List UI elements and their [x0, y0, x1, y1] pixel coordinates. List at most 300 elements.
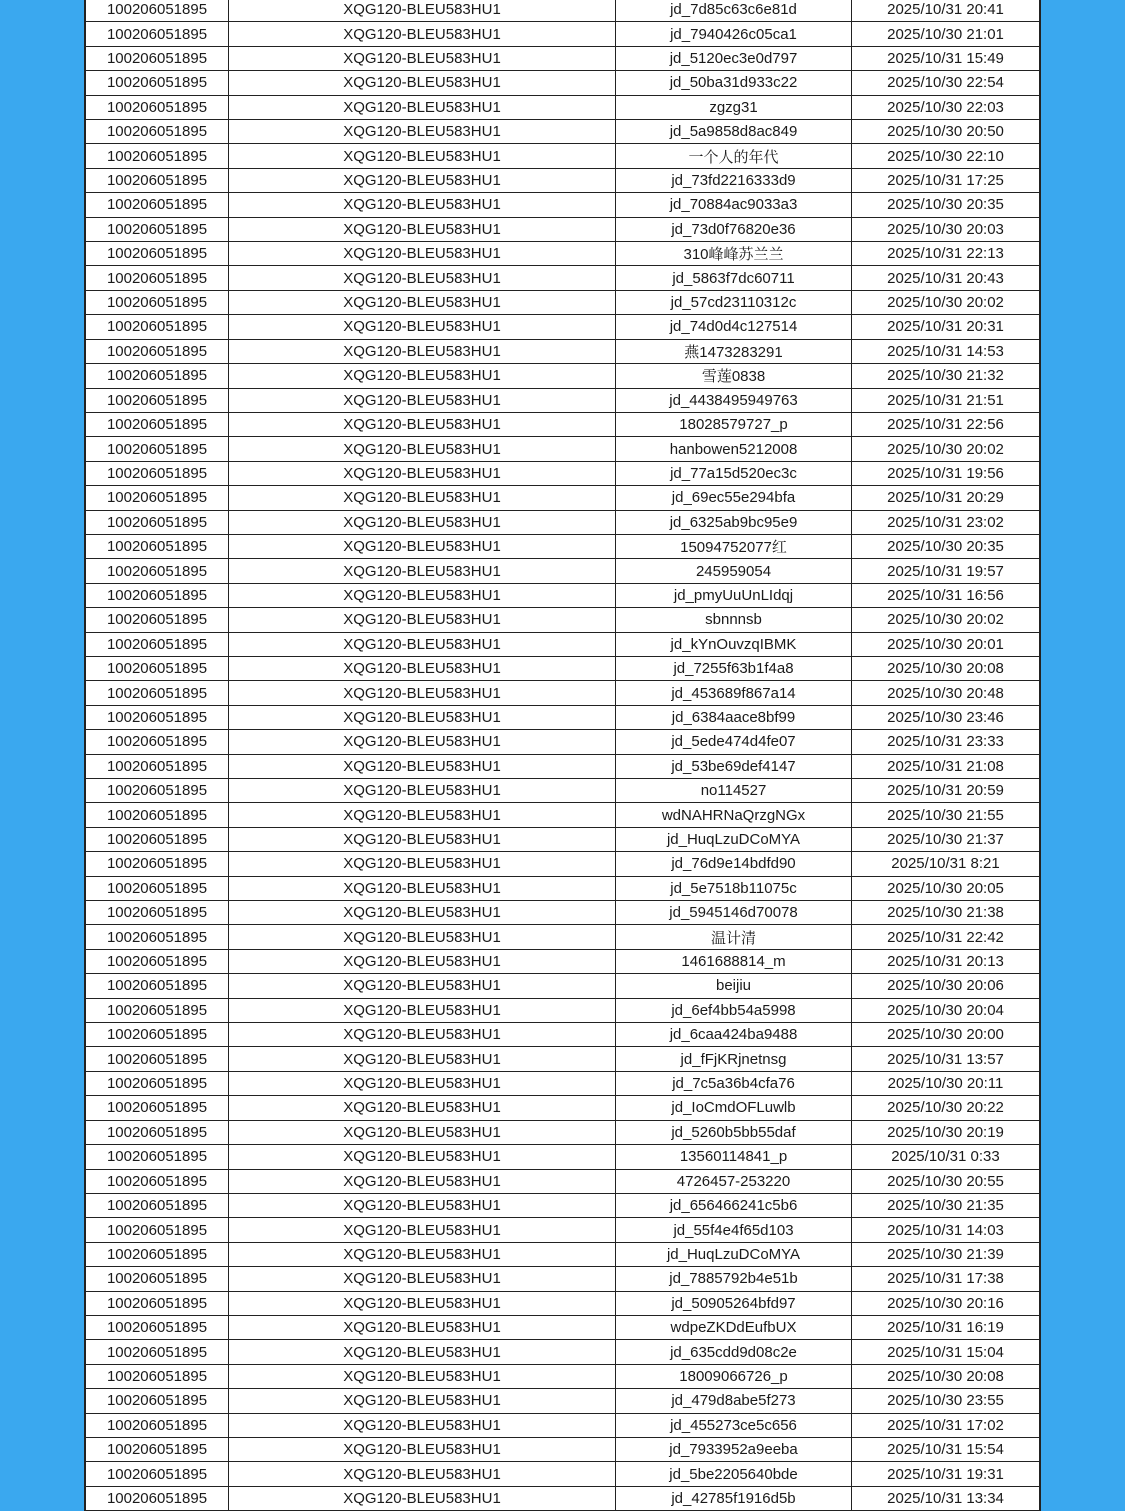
time-cell[interactable]: 2025/10/30 20:16	[887, 1294, 1004, 1312]
user-cell[interactable]: jd_635cdd9d08c2e	[616, 1340, 852, 1363]
time-cell[interactable]: 2025/10/31 16:19	[887, 1319, 1004, 1337]
table-row	[86, 803, 1039, 827]
time-cell[interactable]: 2025/10/30 20:35	[887, 196, 1004, 214]
item-id-cell[interactable]: 100206051895	[86, 364, 229, 387]
item-id-cell[interactable]: 100206051895	[86, 1023, 229, 1046]
time-cell[interactable]: 2025/10/31 20:43	[887, 269, 1004, 287]
model-cell[interactable]: XQG120-BLEU583HU1	[229, 144, 616, 167]
item-id-cell[interactable]: 100206051895	[86, 96, 229, 119]
model-cell[interactable]: XQG120-BLEU583HU1	[229, 71, 616, 94]
item-id-cell[interactable]: 100206051895	[86, 1194, 229, 1217]
user-cell[interactable]: 18009066726_p	[616, 1365, 852, 1388]
table-row	[86, 681, 1039, 705]
item-id-cell[interactable]: 100206051895	[86, 120, 229, 143]
model-cell[interactable]: XQG120-BLEU583HU1	[229, 47, 616, 70]
time-cell[interactable]: 2025/10/31 15:54	[887, 1441, 1004, 1459]
model-cell[interactable]: XQG120-BLEU583HU1	[229, 1121, 616, 1144]
time-cell[interactable]: 2025/10/31 19:31	[887, 1465, 1004, 1483]
item-id-cell[interactable]: 100206051895	[86, 925, 229, 948]
user-cell[interactable]: jd_5260b5bb55daf	[616, 1121, 852, 1144]
user-cell[interactable]: jd_77a15d520ec3c	[616, 462, 852, 485]
time-cell[interactable]: 2025/10/31 14:53	[887, 342, 1004, 360]
model-cell[interactable]: XQG120-BLEU583HU1	[229, 1194, 616, 1217]
table-row	[86, 193, 1039, 217]
time-cell[interactable]: 2025/10/31 17:38	[887, 1270, 1004, 1288]
model-cell[interactable]: XQG120-BLEU583HU1	[229, 511, 616, 534]
table-row	[86, 584, 1039, 608]
model-cell[interactable]: XQG120-BLEU583HU1	[229, 608, 616, 631]
user-cell[interactable]: jd_7d85c63c6e81d	[616, 0, 852, 21]
time-cell[interactable]: 2025/10/31 22:42	[887, 928, 1004, 946]
item-id-cell[interactable]: 100206051895	[86, 755, 229, 778]
item-id-cell[interactable]: 100206051895	[86, 803, 229, 826]
table-row	[86, 1218, 1039, 1242]
time-cell[interactable]: 2025/10/31 22:56	[887, 416, 1004, 434]
model-cell[interactable]: XQG120-BLEU583HU1	[229, 877, 616, 900]
item-id-cell[interactable]: 100206051895	[86, 291, 229, 314]
item-id-cell[interactable]: 100206051895	[86, 1145, 229, 1168]
table-row	[86, 340, 1039, 364]
table-row	[86, 901, 1039, 925]
user-cell[interactable]: jd_70884ac9033a3	[616, 193, 852, 216]
item-id-cell[interactable]: 100206051895	[86, 1292, 229, 1315]
model-cell[interactable]: XQG120-BLEU583HU1	[229, 1438, 616, 1461]
model-cell[interactable]: XQG120-BLEU583HU1	[229, 1462, 616, 1485]
time-cell[interactable]: 2025/10/30 21:39	[887, 1245, 1004, 1263]
model-cell[interactable]: XQG120-BLEU583HU1	[229, 755, 616, 778]
model-cell[interactable]: XQG120-BLEU583HU1	[229, 1047, 616, 1070]
user-cell[interactable]: 245959054	[616, 559, 852, 582]
model-cell[interactable]: XQG120-BLEU583HU1	[229, 266, 616, 289]
item-id-cell[interactable]: 100206051895	[86, 169, 229, 192]
table-row	[86, 437, 1039, 461]
item-id-cell[interactable]: 100206051895	[86, 1267, 229, 1290]
time-cell[interactable]: 2025/10/30 20:19	[887, 1123, 1004, 1141]
model-cell[interactable]: XQG120-BLEU583HU1	[229, 1096, 616, 1119]
table-row	[86, 1316, 1039, 1340]
user-cell[interactable]: 310峰峰苏兰兰	[616, 242, 852, 265]
time-cell[interactable]: 2025/10/30 20:02	[887, 611, 1004, 629]
time-cell[interactable]: 2025/10/30 20:22	[887, 1099, 1004, 1117]
model-cell[interactable]: XQG120-BLEU583HU1	[229, 22, 616, 45]
time-cell[interactable]: 2025/10/31 14:03	[887, 1221, 1004, 1239]
table-row	[86, 1096, 1039, 1120]
time-cell[interactable]: 2025/10/30 21:55	[887, 806, 1004, 824]
time-cell[interactable]: 2025/10/31 23:02	[887, 513, 1004, 531]
table-row	[86, 706, 1039, 730]
time-cell[interactable]: 2025/10/31 13:34	[887, 1489, 1004, 1507]
table-row	[86, 71, 1039, 95]
item-id-cell[interactable]: 100206051895	[86, 1096, 229, 1119]
user-cell[interactable]: jd_5e7518b11075c	[616, 877, 852, 900]
table-row	[86, 974, 1039, 998]
time-cell[interactable]: 2025/10/30 20:03	[887, 220, 1004, 238]
model-cell[interactable]: XQG120-BLEU583HU1	[229, 96, 616, 119]
table-row	[86, 828, 1039, 852]
model-cell[interactable]: XQG120-BLEU583HU1	[229, 925, 616, 948]
user-cell[interactable]: jd_pmyUuUnLIdqj	[616, 584, 852, 607]
time-cell[interactable]: 2025/10/30 20:35	[887, 538, 1004, 556]
item-id-cell[interactable]: 100206051895	[86, 413, 229, 436]
user-cell[interactable]: jd_5ede474d4fe07	[616, 730, 852, 753]
item-id-cell[interactable]: 100206051895	[86, 1365, 229, 1388]
user-cell[interactable]: jd_50ba31d933c22	[616, 71, 852, 94]
time-cell[interactable]: 2025/10/31 17:25	[887, 172, 1004, 190]
time-cell[interactable]: 2025/10/31 20:41	[887, 1, 1004, 19]
model-cell[interactable]: XQG120-BLEU583HU1	[229, 1023, 616, 1046]
table-row	[86, 1170, 1039, 1194]
item-id-cell[interactable]: 100206051895	[86, 1170, 229, 1193]
time-cell[interactable]: 2025/10/30 23:46	[887, 708, 1004, 726]
user-cell[interactable]: jd_kYnOuvzqIBMK	[616, 633, 852, 656]
item-id-cell[interactable]: 100206051895	[86, 1389, 229, 1412]
model-cell[interactable]: XQG120-BLEU583HU1	[229, 242, 616, 265]
user-cell[interactable]: jd_455273ce5c656	[616, 1414, 852, 1437]
item-id-cell[interactable]: 100206051895	[86, 877, 229, 900]
table-row	[86, 144, 1039, 168]
time-cell[interactable]: 2025/10/30 22:03	[887, 98, 1004, 116]
table-row	[86, 1121, 1039, 1145]
user-cell[interactable]: jd_74d0d4c127514	[616, 315, 852, 338]
user-cell[interactable]: jd_6325ab9bc95e9	[616, 511, 852, 534]
time-cell[interactable]: 2025/10/31 20:59	[887, 782, 1004, 800]
model-cell[interactable]: XQG120-BLEU583HU1	[229, 291, 616, 314]
time-cell[interactable]: 2025/10/30 20:08	[887, 1367, 1004, 1385]
model-cell[interactable]: XQG120-BLEU583HU1	[229, 1170, 616, 1193]
time-cell[interactable]: 2025/10/31 19:57	[887, 562, 1004, 580]
item-id-cell[interactable]: 100206051895	[86, 633, 229, 656]
time-cell[interactable]: 2025/10/30 22:10	[887, 147, 1004, 165]
table-row	[86, 462, 1039, 486]
item-id-cell[interactable]: 100206051895	[86, 22, 229, 45]
user-cell[interactable]: 15094752077红	[616, 535, 852, 558]
table-row	[86, 779, 1039, 803]
model-cell[interactable]: XQG120-BLEU583HU1	[229, 706, 616, 729]
user-cell[interactable]: jd_57cd23110312c	[616, 291, 852, 314]
model-cell[interactable]: XQG120-BLEU583HU1	[229, 901, 616, 924]
item-id-cell[interactable]: 100206051895	[86, 511, 229, 534]
model-cell[interactable]: XQG120-BLEU583HU1	[229, 1389, 616, 1412]
table-row	[86, 266, 1039, 290]
time-cell[interactable]: 2025/10/31 16:56	[887, 586, 1004, 604]
model-cell[interactable]: XQG120-BLEU583HU1	[229, 364, 616, 387]
model-cell[interactable]: XQG120-BLEU583HU1	[229, 657, 616, 680]
user-cell[interactable]: jd_HuqLzuDCoMYA	[616, 828, 852, 851]
item-id-cell[interactable]: 100206051895	[86, 657, 229, 680]
user-cell[interactable]: jd_50905264bfd97	[616, 1292, 852, 1315]
user-cell[interactable]: zgzg31	[616, 96, 852, 119]
time-cell[interactable]: 2025/10/30 20:08	[887, 660, 1004, 678]
user-cell[interactable]: jd_73fd2216333d9	[616, 169, 852, 192]
time-cell[interactable]: 2025/10/31 15:04	[887, 1343, 1004, 1361]
table-row	[86, 657, 1039, 681]
model-cell[interactable]: XQG120-BLEU583HU1	[229, 779, 616, 802]
time-cell[interactable]: 2025/10/30 20:01	[887, 635, 1004, 653]
table-row	[86, 925, 1039, 949]
item-id-cell[interactable]: 100206051895	[86, 1487, 229, 1510]
table-row	[86, 1072, 1039, 1096]
item-id-cell[interactable]: 100206051895	[86, 340, 229, 363]
item-id-cell[interactable]: 100206051895	[86, 1438, 229, 1461]
table-row	[86, 633, 1039, 657]
time-cell[interactable]: 2025/10/31 20:13	[887, 953, 1004, 971]
model-cell[interactable]: XQG120-BLEU583HU1	[229, 340, 616, 363]
user-cell[interactable]: jd_53be69def4147	[616, 755, 852, 778]
user-cell[interactable]: 一个人的年代	[616, 144, 852, 167]
time-cell[interactable]: 2025/10/30 20:05	[887, 879, 1004, 897]
model-cell[interactable]: XQG120-BLEU583HU1	[229, 1414, 616, 1437]
table-row	[86, 950, 1039, 974]
model-cell[interactable]: XQG120-BLEU583HU1	[229, 1365, 616, 1388]
item-id-cell[interactable]: 100206051895	[86, 1218, 229, 1241]
time-cell[interactable]: 2025/10/30 20:06	[887, 977, 1004, 995]
time-cell[interactable]: 2025/10/31 15:49	[887, 50, 1004, 68]
time-cell[interactable]: 2025/10/30 20:02	[887, 440, 1004, 458]
item-id-cell[interactable]: 100206051895	[86, 535, 229, 558]
item-id-cell[interactable]: 100206051895	[86, 486, 229, 509]
user-cell[interactable]: jd_76d9e14bdfd90	[616, 852, 852, 875]
user-cell[interactable]: jd_42785f1916d5b	[616, 1487, 852, 1510]
table-row	[86, 511, 1039, 535]
user-cell[interactable]: jd_55f4e4f65d103	[616, 1218, 852, 1241]
table-row	[86, 291, 1039, 315]
table-row	[86, 999, 1039, 1023]
user-cell[interactable]: jd_453689f867a14	[616, 681, 852, 704]
table-row	[86, 486, 1039, 510]
spreadsheet-table	[84, 0, 1041, 1511]
item-id-cell[interactable]: 100206051895	[86, 779, 229, 802]
user-cell[interactable]: jd_6384aace8bf99	[616, 706, 852, 729]
model-cell[interactable]: XQG120-BLEU583HU1	[229, 535, 616, 558]
user-cell[interactable]: jd_5a9858d8ac849	[616, 120, 852, 143]
table-row	[86, 47, 1039, 71]
item-id-cell[interactable]: 100206051895	[86, 71, 229, 94]
table-row	[86, 1243, 1039, 1267]
time-cell[interactable]: 2025/10/31 19:56	[887, 464, 1004, 482]
item-id-cell[interactable]: 100206051895	[86, 559, 229, 582]
table-row	[86, 1340, 1039, 1364]
time-cell[interactable]: 2025/10/31 8:21	[891, 855, 1000, 873]
user-cell[interactable]: jd_69ec55e294bfa	[616, 486, 852, 509]
time-cell[interactable]: 2025/10/30 20:04	[887, 1001, 1004, 1019]
item-id-cell[interactable]: 100206051895	[86, 1316, 229, 1339]
model-cell[interactable]: XQG120-BLEU583HU1	[229, 462, 616, 485]
item-id-cell[interactable]: 100206051895	[86, 0, 229, 21]
time-cell[interactable]: 2025/10/30 23:55	[887, 1392, 1004, 1410]
model-cell[interactable]: XQG120-BLEU583HU1	[229, 437, 616, 460]
model-cell[interactable]: XQG120-BLEU583HU1	[229, 413, 616, 436]
model-cell[interactable]: XQG120-BLEU583HU1	[229, 1340, 616, 1363]
model-cell[interactable]: XQG120-BLEU583HU1	[229, 1243, 616, 1266]
item-id-cell[interactable]: 100206051895	[86, 47, 229, 70]
item-id-cell[interactable]: 100206051895	[86, 1121, 229, 1144]
table-row	[86, 1145, 1039, 1169]
user-cell[interactable]: 温计清	[616, 925, 852, 948]
model-cell[interactable]: XQG120-BLEU583HU1	[229, 193, 616, 216]
user-cell[interactable]: jd_5863f7dc60711	[616, 266, 852, 289]
item-id-cell[interactable]: 100206051895	[86, 730, 229, 753]
user-cell[interactable]: jd_HuqLzuDCoMYA	[616, 1243, 852, 1266]
item-id-cell[interactable]: 100206051895	[86, 608, 229, 631]
model-cell[interactable]: XQG120-BLEU583HU1	[229, 1487, 616, 1510]
time-cell[interactable]: 2025/10/31 13:57	[887, 1050, 1004, 1068]
time-cell[interactable]: 2025/10/30 20:11	[887, 1075, 1004, 1093]
time-cell[interactable]: 2025/10/31 0:33	[891, 1148, 1000, 1166]
item-id-cell[interactable]: 100206051895	[86, 266, 229, 289]
table-row	[86, 315, 1039, 339]
model-cell[interactable]: XQG120-BLEU583HU1	[229, 852, 616, 875]
user-cell[interactable]: jd_7c5a36b4cfa76	[616, 1072, 852, 1095]
item-id-cell[interactable]: 100206051895	[86, 1243, 229, 1266]
time-cell[interactable]: 2025/10/31 23:33	[887, 733, 1004, 751]
table-row	[86, 389, 1039, 413]
user-cell[interactable]: jd_fFjKRjnetnsg	[616, 1047, 852, 1070]
user-cell[interactable]: beijiu	[616, 974, 852, 997]
model-cell[interactable]: XQG120-BLEU583HU1	[229, 1072, 616, 1095]
table-row	[86, 0, 1039, 22]
table-row	[86, 218, 1039, 242]
item-id-cell[interactable]: 100206051895	[86, 681, 229, 704]
time-cell[interactable]: 2025/10/30 20:02	[887, 294, 1004, 312]
time-cell[interactable]: 2025/10/30 21:35	[887, 1197, 1004, 1215]
user-cell[interactable]: jd_5120ec3e0d797	[616, 47, 852, 70]
time-cell[interactable]: 2025/10/30 20:48	[887, 684, 1004, 702]
time-cell[interactable]: 2025/10/30 20:55	[887, 1172, 1004, 1190]
time-cell[interactable]: 2025/10/31 21:51	[887, 391, 1004, 409]
item-id-cell[interactable]: 100206051895	[86, 828, 229, 851]
time-cell[interactable]: 2025/10/31 20:31	[887, 318, 1004, 336]
model-cell[interactable]: XQG120-BLEU583HU1	[229, 974, 616, 997]
model-cell[interactable]: XQG120-BLEU583HU1	[229, 950, 616, 973]
time-cell[interactable]: 2025/10/30 21:32	[887, 367, 1004, 385]
user-cell[interactable]: 雪莲0838	[616, 364, 852, 387]
table-row	[86, 1194, 1039, 1218]
time-cell[interactable]: 2025/10/30 20:50	[887, 123, 1004, 141]
model-cell[interactable]: XQG120-BLEU583HU1	[229, 0, 616, 21]
user-cell[interactable]: jd_7885792b4e51b	[616, 1267, 852, 1290]
model-cell[interactable]: XQG120-BLEU583HU1	[229, 218, 616, 241]
time-cell[interactable]: 2025/10/31 21:08	[887, 757, 1004, 775]
time-cell[interactable]: 2025/10/30 22:54	[887, 74, 1004, 92]
table-row	[86, 535, 1039, 559]
table-row	[86, 120, 1039, 144]
user-cell[interactable]: jd_73d0f76820e36	[616, 218, 852, 241]
item-id-cell[interactable]: 100206051895	[86, 315, 229, 338]
model-cell[interactable]: XQG120-BLEU583HU1	[229, 120, 616, 143]
item-id-cell[interactable]: 100206051895	[86, 584, 229, 607]
model-cell[interactable]: XQG120-BLEU583HU1	[229, 1292, 616, 1315]
user-cell[interactable]: jd_656466241c5b6	[616, 1194, 852, 1217]
user-cell[interactable]: wdpeZKDdEufbUX	[616, 1316, 852, 1339]
user-cell[interactable]: jd_7940426c05ca1	[616, 22, 852, 45]
table-row	[86, 364, 1039, 388]
user-cell[interactable]: jd_6caa424ba9488	[616, 1023, 852, 1046]
table-row	[86, 1365, 1039, 1389]
model-cell[interactable]: XQG120-BLEU583HU1	[229, 803, 616, 826]
model-cell[interactable]: XQG120-BLEU583HU1	[229, 315, 616, 338]
model-cell[interactable]: XQG120-BLEU583HU1	[229, 169, 616, 192]
user-cell[interactable]: 18028579727_p	[616, 413, 852, 436]
item-id-cell[interactable]: 100206051895	[86, 1047, 229, 1070]
item-id-cell[interactable]: 100206051895	[86, 706, 229, 729]
table-row	[86, 1389, 1039, 1413]
table-row	[86, 730, 1039, 754]
time-cell[interactable]: 2025/10/30 21:37	[887, 831, 1004, 849]
table-row	[86, 169, 1039, 193]
user-cell[interactable]: 13560114841_p	[616, 1145, 852, 1168]
table-row	[86, 413, 1039, 437]
model-cell[interactable]: XQG120-BLEU583HU1	[229, 999, 616, 1022]
model-cell[interactable]: XQG120-BLEU583HU1	[229, 1218, 616, 1241]
model-cell[interactable]: XQG120-BLEU583HU1	[229, 828, 616, 851]
item-id-cell[interactable]: 100206051895	[86, 389, 229, 412]
user-cell[interactable]: hanbowen5212008	[616, 437, 852, 460]
item-id-cell[interactable]: 100206051895	[86, 462, 229, 485]
item-id-cell[interactable]: 100206051895	[86, 901, 229, 924]
item-id-cell[interactable]: 100206051895	[86, 1072, 229, 1095]
user-cell[interactable]: jd_5be2205640bde	[616, 1462, 852, 1485]
model-cell[interactable]: XQG120-BLEU583HU1	[229, 1316, 616, 1339]
item-id-cell[interactable]: 100206051895	[86, 218, 229, 241]
user-cell[interactable]: 4726457-253220	[616, 1170, 852, 1193]
model-cell[interactable]: XQG120-BLEU583HU1	[229, 633, 616, 656]
item-id-cell[interactable]: 100206051895	[86, 1414, 229, 1437]
table-row	[86, 1267, 1039, 1291]
item-id-cell[interactable]: 100206051895	[86, 144, 229, 167]
item-id-cell[interactable]: 100206051895	[86, 193, 229, 216]
user-cell[interactable]: jd_7933952a9eeba	[616, 1438, 852, 1461]
table-row	[86, 242, 1039, 266]
user-cell[interactable]: 1461688814_m	[616, 950, 852, 973]
item-id-cell[interactable]: 100206051895	[86, 1462, 229, 1485]
model-cell[interactable]: XQG120-BLEU583HU1	[229, 730, 616, 753]
table-row	[86, 1438, 1039, 1462]
user-cell[interactable]: wdNAHRNaQrzgNGx	[616, 803, 852, 826]
model-cell[interactable]: XQG120-BLEU583HU1	[229, 681, 616, 704]
time-cell[interactable]: 2025/10/31 20:29	[887, 489, 1004, 507]
model-cell[interactable]: XQG120-BLEU583HU1	[229, 1145, 616, 1168]
user-cell[interactable]: 燕1473283291	[616, 340, 852, 363]
item-id-cell[interactable]: 100206051895	[86, 1340, 229, 1363]
item-id-cell[interactable]: 100206051895	[86, 242, 229, 265]
user-cell[interactable]: sbnnnsb	[616, 608, 852, 631]
model-cell[interactable]: XQG120-BLEU583HU1	[229, 486, 616, 509]
model-cell[interactable]: XQG120-BLEU583HU1	[229, 1267, 616, 1290]
table-row	[86, 96, 1039, 120]
time-cell[interactable]: 2025/10/31 17:02	[887, 1416, 1004, 1434]
item-id-cell[interactable]: 100206051895	[86, 852, 229, 875]
model-cell[interactable]: XQG120-BLEU583HU1	[229, 559, 616, 582]
item-id-cell[interactable]: 100206051895	[86, 974, 229, 997]
user-cell[interactable]: no114527	[616, 779, 852, 802]
user-cell[interactable]: jd_IoCmdOFLuwlb	[616, 1096, 852, 1119]
user-cell[interactable]: jd_479d8abe5f273	[616, 1389, 852, 1412]
table-row	[86, 877, 1039, 901]
time-cell[interactable]: 2025/10/30 21:38	[887, 904, 1004, 922]
user-cell[interactable]: jd_5945146d70078	[616, 901, 852, 924]
user-cell[interactable]: jd_4438495949763	[616, 389, 852, 412]
user-cell[interactable]: jd_7255f63b1f4a8	[616, 657, 852, 680]
item-id-cell[interactable]: 100206051895	[86, 999, 229, 1022]
time-cell[interactable]: 2025/10/30 21:01	[887, 25, 1004, 43]
user-cell[interactable]: jd_6ef4bb54a5998	[616, 999, 852, 1022]
model-cell[interactable]: XQG120-BLEU583HU1	[229, 584, 616, 607]
model-cell[interactable]: XQG120-BLEU583HU1	[229, 389, 616, 412]
time-cell[interactable]: 2025/10/30 20:00	[887, 1026, 1004, 1044]
time-cell[interactable]: 2025/10/31 22:13	[887, 245, 1004, 263]
item-id-cell[interactable]: 100206051895	[86, 950, 229, 973]
item-id-cell[interactable]: 100206051895	[86, 437, 229, 460]
